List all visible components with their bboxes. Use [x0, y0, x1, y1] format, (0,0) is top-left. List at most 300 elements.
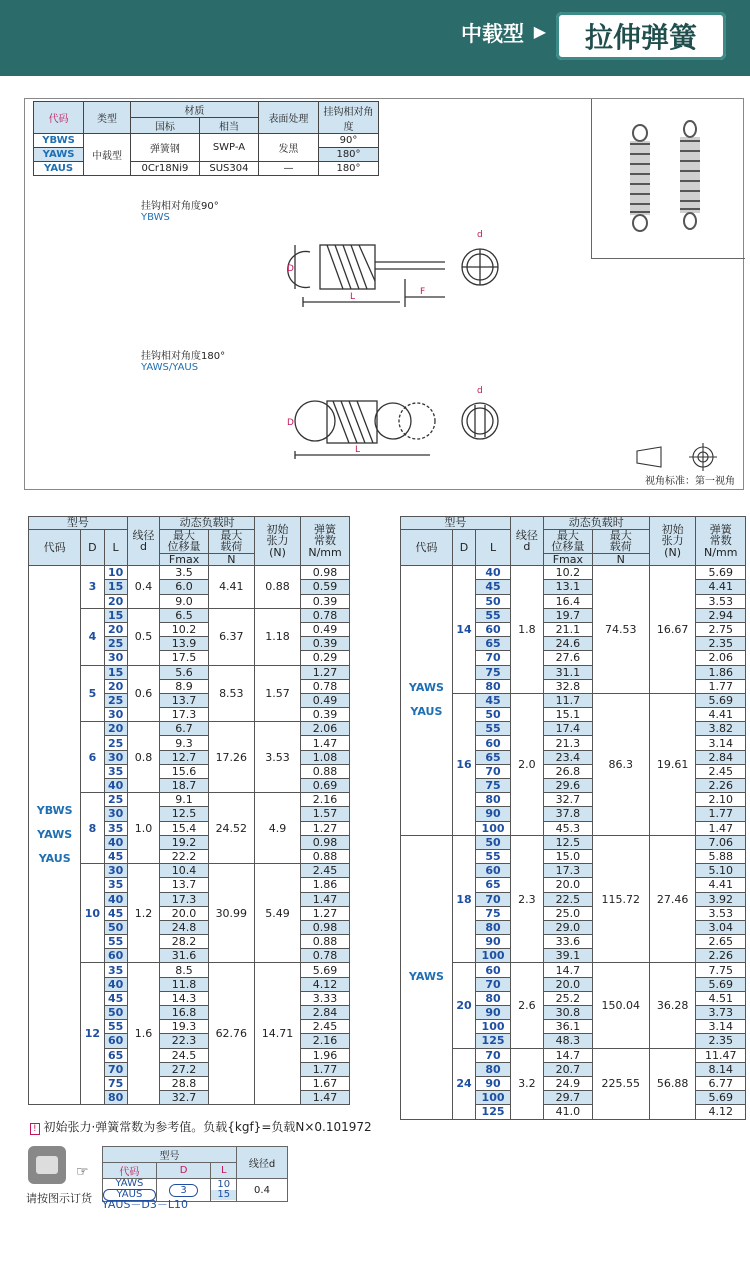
dim-D: D [287, 418, 294, 428]
L-cell: 70 [476, 892, 511, 906]
th-init: 初始 张力 (N) [254, 517, 300, 566]
code-label: YAUS [410, 705, 443, 719]
const-cell: 4.41 [696, 708, 746, 722]
fmax-cell: 18.7 [160, 779, 208, 793]
fmax-cell: 24.6 [543, 637, 592, 651]
order-h-model: 型号 [103, 1147, 237, 1163]
const-cell: 2.10 [696, 793, 746, 807]
const-cell: 2.16 [301, 1034, 350, 1048]
const-cell: 0.98 [301, 566, 350, 580]
type-cell: 中载型 [84, 134, 131, 176]
load-cell: 150.04 [592, 963, 649, 1048]
spec-table-left [28, 516, 350, 1105]
fmax-cell: 17.3 [160, 708, 208, 722]
wire-cell: 2.3 [510, 835, 543, 963]
const-cell: 4.51 [696, 991, 746, 1005]
spring-photo [591, 99, 745, 259]
fmax-cell: 32.8 [543, 679, 592, 693]
L-cell: 35 [104, 963, 127, 977]
fmax-cell: 30.8 [543, 1006, 592, 1020]
th-code: 代码 [34, 102, 84, 134]
load-cell: 74.53 [592, 566, 649, 694]
th-fmax-unit: Fmax [160, 553, 208, 566]
const-cell: 1.96 [301, 1048, 350, 1062]
th-init: 初始 张力 (N) [649, 517, 696, 566]
fmax-cell: 14.7 [543, 1048, 592, 1062]
init-cell: 19.61 [649, 693, 696, 835]
L-cell: 65 [104, 1048, 127, 1062]
L-cell: 60 [104, 1034, 127, 1048]
spec-row [401, 693, 746, 707]
spec-row [401, 963, 746, 977]
projection-icon [633, 443, 723, 471]
load-cell: 6.37 [208, 608, 254, 665]
const-cell: 3.04 [696, 920, 746, 934]
L-cell: 70 [476, 651, 511, 665]
dim-d: d [477, 386, 483, 396]
hook-left-icon [295, 401, 335, 441]
L-cell: 25 [104, 793, 127, 807]
D-cell: 18 [452, 835, 475, 963]
const-cell: 3.14 [696, 1020, 746, 1034]
equiv-cell: SWP-A [200, 134, 259, 162]
load-cell: 225.55 [592, 1048, 649, 1119]
const-cell: 7.75 [696, 963, 746, 977]
const-cell: 2.84 [696, 750, 746, 764]
category-label: 中载型 [461, 22, 524, 46]
th-model: 型号 [29, 517, 128, 530]
code-label: YBWS [36, 803, 73, 817]
const-cell: 1.27 [301, 906, 350, 920]
order-h-wire: 线径d [237, 1147, 288, 1179]
th-model: 型号 [401, 517, 511, 530]
L-cell: 45 [104, 991, 127, 1005]
fmax-cell: 14.7 [543, 963, 592, 977]
L-cell: 25 [104, 736, 127, 750]
code-cell: YAUS [34, 162, 84, 176]
L-cell: 100 [476, 949, 511, 963]
angle-cell: 90° [319, 134, 379, 148]
order-L1: 10 [217, 1179, 231, 1190]
load-cell: 4.41 [208, 566, 254, 609]
L-cell: 70 [476, 1048, 511, 1062]
fmax-cell: 6.7 [160, 722, 208, 736]
D-cell: 4 [81, 608, 104, 665]
const-cell: 1.77 [301, 1062, 350, 1076]
spec-row [401, 566, 746, 580]
const-cell: 0.78 [301, 608, 350, 622]
angle-cell: 180° [319, 148, 379, 162]
fmax-cell: 27.6 [543, 651, 592, 665]
dim-L: L [355, 445, 361, 455]
const-cell: 0.69 [301, 779, 350, 793]
fmax-cell: 12.7 [160, 750, 208, 764]
const-cell: 1.27 [301, 665, 350, 679]
L-cell: 125 [476, 1034, 511, 1048]
load-cell: 24.52 [208, 793, 254, 864]
phone-icon [28, 1146, 66, 1184]
spring-photo-icon [592, 99, 746, 259]
fmax-cell: 15.4 [160, 821, 208, 835]
L-cell: 55 [476, 608, 511, 622]
fmax-cell: 19.7 [543, 608, 592, 622]
fmax-cell: 9.1 [160, 793, 208, 807]
order-example-code: YAUS－D3－L10 [102, 1198, 189, 1211]
fmax-cell: 20.7 [543, 1062, 592, 1076]
wire-cell: 2.0 [510, 693, 543, 835]
fmax-cell: 29.6 [543, 779, 592, 793]
th-fmax: 最大 位移量 [543, 529, 592, 553]
D-cell: 24 [452, 1048, 475, 1119]
wire-cell: 3.2 [510, 1048, 543, 1119]
code-label: YAUS [38, 852, 71, 866]
fmax-cell: 39.1 [543, 949, 592, 963]
L-cell: 50 [476, 594, 511, 608]
L-cell: 35 [104, 821, 127, 835]
L-cell: 80 [476, 1062, 511, 1076]
fmax-cell: 13.1 [543, 580, 592, 594]
code-cell: YBWS [34, 134, 84, 148]
L-cell: 40 [104, 977, 127, 991]
L-cell: 90 [476, 1006, 511, 1020]
D-cell: 6 [81, 722, 104, 793]
fmax-cell: 11.8 [160, 977, 208, 991]
L-cell: 100 [476, 821, 511, 835]
init-cell: 0.88 [254, 566, 300, 609]
fmax-cell: 15.6 [160, 764, 208, 778]
L-cell: 25 [104, 637, 127, 651]
init-cell: 27.46 [649, 835, 696, 963]
const-cell: 2.94 [696, 608, 746, 622]
const-cell: 1.86 [301, 878, 350, 892]
const-cell: 2.35 [696, 1034, 746, 1048]
const-cell: 8.14 [696, 1062, 746, 1076]
L-cell: 25 [104, 693, 127, 707]
note-180 [141, 347, 225, 373]
D-cell: 5 [81, 665, 104, 722]
const-cell: 2.26 [696, 779, 746, 793]
L-cell: 50 [476, 835, 511, 849]
L-cell: 50 [104, 920, 127, 934]
fmax-cell: 24.5 [160, 1048, 208, 1062]
dim-F: F [420, 287, 426, 297]
wire-cell: 1.2 [127, 864, 160, 963]
drawing-90 [265, 217, 505, 317]
init-cell: 16.67 [649, 566, 696, 694]
const-cell: 4.41 [696, 580, 746, 594]
fmax-cell: 23.4 [543, 750, 592, 764]
surface-cell: — [258, 162, 318, 176]
code-cell: YAWS [34, 148, 84, 162]
fmax-cell: 5.6 [160, 665, 208, 679]
spec-table-right [400, 516, 746, 1120]
fmax-cell: 28.8 [160, 1076, 208, 1090]
th-dyn: 动态负载时 [543, 517, 649, 530]
L-cell: 60 [476, 622, 511, 636]
th-code: 代码 [401, 529, 453, 566]
fmax-cell: 31.6 [160, 949, 208, 963]
const-cell: 3.53 [696, 594, 746, 608]
spec-panel [24, 98, 744, 490]
L-cell: 40 [476, 566, 511, 580]
fmax-cell: 14.3 [160, 991, 208, 1005]
init-cell: 36.28 [649, 963, 696, 1048]
const-cell: 0.78 [301, 949, 350, 963]
L-cell: 60 [476, 736, 511, 750]
L-cell: 45 [476, 580, 511, 594]
fmax-cell: 13.9 [160, 637, 208, 651]
L-cell: 10 [104, 566, 127, 580]
const-cell: 3.33 [301, 991, 350, 1005]
fmax-cell: 19.2 [160, 835, 208, 849]
order-code-1: YAWS [115, 1178, 144, 1189]
fmax-cell: 20.0 [160, 906, 208, 920]
const-cell: 2.06 [696, 651, 746, 665]
const-cell: 0.39 [301, 708, 350, 722]
L-cell: 75 [476, 665, 511, 679]
L-cell: 80 [104, 1091, 127, 1105]
spec-row [401, 1048, 746, 1062]
const-cell: 1.47 [301, 892, 350, 906]
load-cell: 62.76 [208, 963, 254, 1105]
L-cell: 55 [476, 722, 511, 736]
fmax-cell: 13.7 [160, 693, 208, 707]
material-table [33, 101, 379, 176]
fmax-cell: 48.3 [543, 1034, 592, 1048]
const-cell: 5.69 [696, 566, 746, 580]
L-cell: 75 [104, 1076, 127, 1090]
L-cell: 65 [476, 750, 511, 764]
th-load-unit: N [592, 553, 649, 566]
fmax-cell: 22.2 [160, 849, 208, 863]
spec-row [29, 566, 350, 580]
L-cell: 100 [476, 1091, 511, 1105]
fmax-cell: 29.0 [543, 920, 592, 934]
const-cell: 1.47 [696, 821, 746, 835]
L-cell: 80 [476, 920, 511, 934]
const-cell: 3.82 [696, 722, 746, 736]
L-cell: 45 [476, 693, 511, 707]
const-cell: 6.77 [696, 1076, 746, 1090]
order-L2: 15 [211, 1190, 236, 1200]
note-180-code: YAWS/YAUS [141, 362, 199, 373]
fmax-cell: 26.8 [543, 764, 592, 778]
L-cell: 60 [104, 949, 127, 963]
fmax-cell: 25.0 [543, 906, 592, 920]
th-std: 国标 [130, 118, 199, 134]
L-cell: 40 [104, 779, 127, 793]
L-cell: 55 [104, 1020, 127, 1034]
const-cell: 3.92 [696, 892, 746, 906]
D-cell: 3 [81, 566, 104, 609]
dim-D: D [287, 264, 294, 274]
const-cell: 0.88 [301, 849, 350, 863]
code-label: YAWS [37, 828, 73, 842]
th-load: 最大 载荷 [208, 529, 254, 553]
L-cell: 40 [104, 892, 127, 906]
th-D: D [452, 529, 475, 566]
fmax-cell: 33.6 [543, 935, 592, 949]
L-cell: 80 [476, 679, 511, 693]
code-group [29, 566, 81, 1105]
th-fmax-unit: Fmax [543, 553, 592, 566]
const-cell: 2.45 [696, 764, 746, 778]
fmax-cell: 11.7 [543, 693, 592, 707]
const-cell: 0.88 [301, 764, 350, 778]
load-cell: 8.53 [208, 665, 254, 722]
fmax-cell: 41.0 [543, 1105, 592, 1119]
const-cell: 1.08 [301, 750, 350, 764]
fmax-cell: 27.2 [160, 1062, 208, 1076]
view-standard: 视角标准：第一视角 [645, 476, 735, 487]
L-cell: 30 [104, 651, 127, 665]
order-table [102, 1146, 288, 1202]
L-cell: 15 [104, 608, 127, 622]
fmax-cell: 20.0 [543, 878, 592, 892]
std-cell: 弹簧钢 [130, 134, 199, 162]
dim-d: d [477, 230, 483, 240]
fmax-cell: 17.4 [543, 722, 592, 736]
order-caption: 请按图示订货 [26, 1192, 92, 1205]
load-cell: 86.3 [592, 693, 649, 835]
const-cell: 0.29 [301, 651, 350, 665]
wire-cell: 2.6 [510, 963, 543, 1048]
L-cell: 35 [104, 764, 127, 778]
const-cell: 3.53 [696, 906, 746, 920]
fmax-cell: 10.2 [160, 622, 208, 636]
order-h-D: D [156, 1163, 211, 1179]
fmax-cell: 20.0 [543, 977, 592, 991]
L-cell: 80 [476, 991, 511, 1005]
const-cell: 2.45 [301, 1020, 350, 1034]
L-cell: 50 [476, 708, 511, 722]
L-cell: 35 [104, 878, 127, 892]
fmax-cell: 6.5 [160, 608, 208, 622]
const-cell: 0.78 [301, 679, 350, 693]
L-cell: 20 [104, 722, 127, 736]
L-cell: 20 [104, 622, 127, 636]
const-cell: 0.88 [301, 935, 350, 949]
spec-row [401, 835, 746, 849]
arrow-icon: ▶ [533, 22, 546, 41]
code-group [401, 566, 453, 836]
L-cell: 45 [104, 906, 127, 920]
fmax-cell: 13.7 [160, 878, 208, 892]
const-cell: 1.67 [301, 1076, 350, 1090]
fmax-cell: 29.7 [543, 1091, 592, 1105]
footnote [30, 1118, 372, 1135]
const-cell: 2.16 [301, 793, 350, 807]
L-cell: 55 [476, 849, 511, 863]
const-cell: 2.45 [301, 864, 350, 878]
L-cell: 20 [104, 679, 127, 693]
const-cell: 0.98 [301, 835, 350, 849]
fmax-cell: 45.3 [543, 821, 592, 835]
init-cell: 1.18 [254, 608, 300, 665]
const-cell: 1.77 [696, 679, 746, 693]
th-load-unit: N [208, 553, 254, 566]
order-h-code: 代码 [103, 1163, 157, 1179]
fmax-cell: 24.8 [160, 920, 208, 934]
code-label: YAWS [408, 681, 444, 695]
L-cell: 75 [476, 906, 511, 920]
L-cell: 65 [476, 878, 511, 892]
page-title: 拉伸弹簧 [584, 21, 697, 54]
wire-cell: 1.8 [510, 566, 543, 694]
const-cell: 1.27 [301, 821, 350, 835]
fmax-cell: 9.0 [160, 594, 208, 608]
fmax-cell: 10.2 [543, 566, 592, 580]
L-cell: 40 [104, 835, 127, 849]
load-cell: 115.72 [592, 835, 649, 963]
L-cell: 15 [104, 580, 127, 594]
const-cell: 1.57 [301, 807, 350, 821]
L-cell: 60 [476, 963, 511, 977]
init-cell: 14.71 [254, 963, 300, 1105]
fmax-cell: 8.9 [160, 679, 208, 693]
fmax-cell: 24.9 [543, 1076, 592, 1090]
wire-cell: 0.8 [127, 722, 160, 793]
wire-cell: 1.6 [127, 963, 160, 1105]
fmax-cell: 6.0 [160, 580, 208, 594]
dim-L: L [350, 292, 356, 302]
fmax-cell: 17.3 [160, 892, 208, 906]
th-equiv: 相当 [200, 118, 259, 134]
th-wire: 线径 d [510, 517, 543, 566]
warning-icon: ! [30, 1123, 40, 1135]
D-cell: 10 [81, 864, 104, 963]
L-cell: 75 [476, 779, 511, 793]
const-cell: 7.06 [696, 835, 746, 849]
const-cell: 0.39 [301, 637, 350, 651]
th-surface: 表面处理 [258, 102, 318, 134]
load-cell: 17.26 [208, 722, 254, 793]
L-cell: 60 [476, 864, 511, 878]
fmax-cell: 32.7 [160, 1091, 208, 1105]
header-banner [0, 0, 750, 76]
init-cell: 4.9 [254, 793, 300, 864]
init-cell: 5.49 [254, 864, 300, 963]
order-h-L: L [211, 1163, 237, 1179]
const-cell: 1.86 [696, 665, 746, 679]
th-L: L [104, 529, 127, 566]
const-cell: 0.98 [301, 920, 350, 934]
L-cell: 90 [476, 1076, 511, 1090]
hand-pointer-icon: ☞ [76, 1164, 89, 1180]
L-cell: 100 [476, 1020, 511, 1034]
const-cell: 1.77 [696, 807, 746, 821]
note-180-text: 挂钩相对角度180° [141, 351, 226, 362]
th-type: 类型 [84, 102, 131, 134]
L-cell: 20 [104, 594, 127, 608]
code-group [401, 835, 453, 1119]
D-cell: 8 [81, 793, 104, 864]
fmax-cell: 17.5 [160, 651, 208, 665]
fmax-cell: 15.1 [543, 708, 592, 722]
equiv-cell: SUS304 [200, 162, 259, 176]
L-cell: 65 [476, 637, 511, 651]
const-cell: 4.41 [696, 878, 746, 892]
fmax-cell: 3.5 [160, 566, 208, 580]
fmax-cell: 21.1 [543, 622, 592, 636]
D-cell: 12 [81, 963, 104, 1105]
const-cell: 2.65 [696, 935, 746, 949]
th-load: 最大 载荷 [592, 529, 649, 553]
L-cell: 80 [476, 793, 511, 807]
order-D: 3 [169, 1184, 197, 1197]
fmax-cell: 22.5 [543, 892, 592, 906]
fmax-cell: 9.3 [160, 736, 208, 750]
